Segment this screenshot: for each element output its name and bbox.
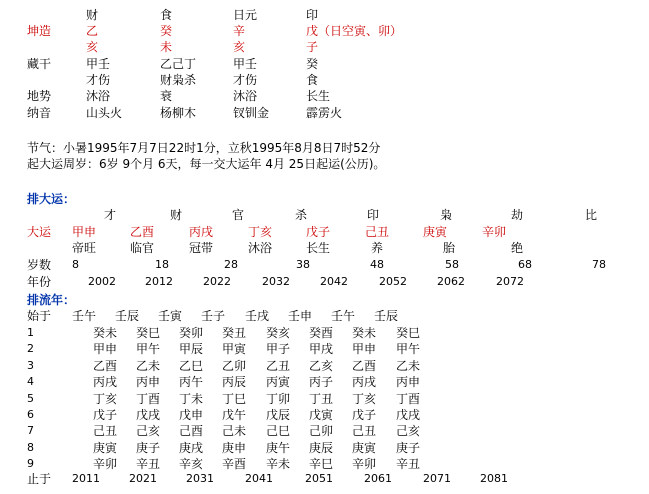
liunian-cell: 丁亥: [93, 392, 118, 406]
shishen-hour: 食: [306, 73, 319, 87]
end-year: 2061: [364, 472, 392, 485]
liunian-cell: 庚申: [222, 441, 247, 455]
zhi-month: 未: [160, 40, 173, 54]
dayun-pillar: 丁亥: [248, 225, 273, 239]
age-label: 岁数: [27, 258, 52, 272]
dayun-state: 沐浴: [248, 241, 273, 255]
end-year: 2051: [305, 472, 333, 485]
liunian-cell: 甲辰: [179, 342, 204, 356]
qiyun-text: 起大运周岁：6岁 9个月 6天，每一交大运年 4月 25日起运(公历)。: [27, 157, 386, 171]
dayun-year: 2062: [437, 275, 465, 288]
liunian-cell: 乙亥: [309, 359, 334, 373]
liunian-cell: 乙卯: [222, 359, 247, 373]
liunian-cell: 庚辰: [309, 441, 334, 455]
dayun-state: 胎: [443, 241, 456, 255]
dayun-pillar: 辛卯: [482, 225, 507, 239]
liunian-row-number: 5: [27, 392, 34, 405]
dishi-hour: 长生: [306, 89, 331, 103]
dayun-shishen: 财: [170, 208, 183, 222]
dayun-year: 2072: [496, 275, 524, 288]
liunian-cell: 丙辰: [222, 375, 247, 389]
dayun-pillar: 庚寅: [423, 225, 448, 239]
gan-month: 癸: [160, 24, 173, 38]
end-year: 2021: [129, 472, 157, 485]
dayun-age: 18: [155, 258, 169, 271]
liunian-cell: 丙申: [396, 375, 421, 389]
liunian-cell: 癸酉: [309, 326, 334, 340]
shishen-day: 才伤: [233, 73, 258, 87]
liunian-cell: 丙戌: [93, 375, 118, 389]
liunian-cell: 己未: [222, 424, 247, 438]
jieqi-text: 节气：小暑1995年7月7日22时1分，立秋1995年8月8日7时52分: [27, 141, 381, 155]
liunian-cell: 己丑: [352, 424, 377, 438]
nayin-hour: 霹雳火: [306, 106, 343, 120]
dayun-pillar: 甲申: [72, 225, 97, 239]
liunian-row-number: 4: [27, 375, 34, 388]
dayun-state: 临官: [130, 241, 155, 255]
start-pillar: 壬午: [331, 309, 356, 323]
dayun-year: 2042: [320, 275, 348, 288]
top-label-cai: 财: [86, 8, 99, 22]
gan-year: 乙: [86, 24, 99, 38]
liunian-row-number: 9: [27, 457, 34, 470]
liunian-cell: 己亥: [136, 424, 161, 438]
liunian-cell: 戊戌: [136, 408, 161, 422]
liunian-cell: 乙未: [396, 359, 421, 373]
dayun-state: 帝旺: [72, 241, 97, 255]
dayun-title: 排大运：: [27, 192, 76, 206]
dayun-state: 绝: [511, 241, 524, 255]
zhi-hour: 子: [306, 40, 319, 54]
dayun-shishen: 比: [585, 208, 598, 222]
end-year: 2011: [72, 472, 100, 485]
liunian-cell: 辛丑: [396, 457, 421, 471]
end-year: 2041: [245, 472, 273, 485]
dayun-shishen: 才: [104, 208, 117, 222]
top-label-shi: 食: [160, 8, 173, 22]
dayun-pillar: 乙酉: [130, 225, 155, 239]
dayun-age: 68: [518, 258, 532, 271]
dayun-year: 2032: [262, 275, 290, 288]
liunian-cell: 己丑: [93, 424, 118, 438]
liunian-cell: 丙寅: [266, 375, 291, 389]
dayun-shishen: 官: [232, 208, 245, 222]
liunian-row-number: 6: [27, 408, 34, 421]
liunian-cell: 乙酉: [93, 359, 118, 373]
liunian-cell: 辛酉: [222, 457, 247, 471]
liunian-cell: 丁巳: [222, 392, 247, 406]
dayun-pillar: 己丑: [365, 225, 390, 239]
start-pillar: 壬戌: [245, 309, 270, 323]
liunian-cell: 己酉: [179, 424, 204, 438]
liunian-cell: 庚寅: [352, 441, 377, 455]
dayun-age: 8: [72, 258, 79, 271]
top-label-riyuan: 日元: [233, 8, 258, 22]
nayin-label: 纳音: [27, 106, 52, 120]
gan-hour: 戊: [306, 24, 319, 38]
liunian-cell: 癸丑: [222, 326, 247, 340]
start-pillar: 壬辰: [374, 309, 399, 323]
liunian-cell: 癸巳: [396, 326, 421, 340]
dayun-pillar: 戊子: [306, 225, 331, 239]
dayun-age: 58: [445, 258, 459, 271]
liunian-cell: 癸未: [352, 326, 377, 340]
liunian-cell: 甲午: [396, 342, 421, 356]
nayin-day: 钗钏金: [233, 106, 270, 120]
canggan-month: 乙己丁: [160, 57, 197, 71]
liunian-cell: 辛丑: [136, 457, 161, 471]
canggan-day: 甲壬: [233, 57, 258, 71]
liunian-cell: 甲寅: [222, 342, 247, 356]
liunian-cell: 丙子: [309, 375, 334, 389]
liunian-cell: 乙丑: [266, 359, 291, 373]
liunian-row-number: 1: [27, 326, 34, 339]
canggan-label: 藏干: [27, 57, 52, 71]
liunian-cell: 戊午: [222, 408, 247, 422]
start-pillar: 壬午: [72, 309, 97, 323]
liunian-cell: 庚戌: [179, 441, 204, 455]
end-year: 2031: [186, 472, 214, 485]
dishi-month: 衰: [160, 89, 173, 103]
dayun-state: 长生: [306, 241, 331, 255]
end-year: 2081: [480, 472, 508, 485]
liunian-cell: 戊寅: [309, 408, 334, 422]
liunian-cell: 丁丑: [309, 392, 334, 406]
liunian-cell: 辛亥: [179, 457, 204, 471]
dayun-pillar: 丙戌: [189, 225, 214, 239]
dayun-state: 冠带: [189, 241, 214, 255]
start-pillar: 壬子: [201, 309, 226, 323]
liunian-cell: 丁卯: [266, 392, 291, 406]
liunian-cell: 己巳: [266, 424, 291, 438]
liunian-row-number: 7: [27, 424, 34, 437]
kong-note: （日空寅、卯）: [318, 24, 403, 38]
nayin-year: 山头火: [86, 106, 123, 120]
liunian-cell: 甲申: [352, 342, 377, 356]
liunian-cell: 癸亥: [266, 326, 291, 340]
liunian-cell: 丁酉: [136, 392, 161, 406]
liunian-cell: 甲午: [136, 342, 161, 356]
liunian-cell: 丙申: [136, 375, 161, 389]
liunian-cell: 癸卯: [179, 326, 204, 340]
dayun-age: 48: [370, 258, 384, 271]
liunian-cell: 乙酉: [352, 359, 377, 373]
liunian-cell: 己卯: [309, 424, 334, 438]
liunian-cell: 辛卯: [93, 457, 118, 471]
liunian-row-number: 3: [27, 359, 34, 372]
end-label: 止于: [27, 472, 52, 486]
liunian-cell: 丁酉: [396, 392, 421, 406]
liunian-cell: 戊子: [352, 408, 377, 422]
dishi-label: 地势: [27, 89, 52, 103]
dayun-year: 2012: [145, 275, 173, 288]
liunian-title: 排流年：: [27, 293, 76, 307]
year-label: 年份: [27, 275, 52, 289]
liunian-cell: 庚午: [266, 441, 291, 455]
dayun-year: 2022: [203, 275, 231, 288]
liunian-cell: 甲戌: [309, 342, 334, 356]
dayun-label: 大运: [27, 225, 52, 239]
dishi-year: 沐浴: [86, 89, 111, 103]
liunian-cell: 乙巳: [179, 359, 204, 373]
kunzao-label: 坤造: [27, 24, 52, 38]
top-label-yin: 印: [306, 8, 319, 22]
liunian-cell: 辛巳: [309, 457, 334, 471]
liunian-row-number: 8: [27, 441, 34, 454]
liunian-cell: 辛卯: [352, 457, 377, 471]
liunian-cell: 戊子: [93, 408, 118, 422]
start-pillar: 壬辰: [115, 309, 140, 323]
shishen-year: 才伤: [86, 73, 111, 87]
canggan-hour: 癸: [306, 57, 319, 71]
liunian-cell: 庚子: [136, 441, 161, 455]
start-pillar: 壬申: [288, 309, 313, 323]
dayun-age: 78: [592, 258, 606, 271]
liunian-cell: 丁未: [179, 392, 204, 406]
dayun-age: 38: [296, 258, 310, 271]
gan-day: 辛: [233, 24, 246, 38]
shishen-month: 财枭杀: [160, 73, 197, 87]
start-pillar: 壬寅: [158, 309, 183, 323]
liunian-cell: 乙未: [136, 359, 161, 373]
liunian-cell: 戊申: [179, 408, 204, 422]
zhi-day: 亥: [233, 40, 246, 54]
dayun-year: 2052: [379, 275, 407, 288]
dayun-age: 28: [224, 258, 238, 271]
liunian-cell: 癸未: [93, 326, 118, 340]
end-year: 2071: [423, 472, 451, 485]
dishi-day: 沐浴: [233, 89, 258, 103]
dayun-year: 2002: [88, 275, 116, 288]
liunian-cell: 戊辰: [266, 408, 291, 422]
liunian-cell: 癸巳: [136, 326, 161, 340]
dayun-shishen: 印: [367, 208, 380, 222]
dayun-shishen: 劫: [511, 208, 524, 222]
liunian-cell: 庚寅: [93, 441, 118, 455]
liunian-cell: 辛未: [266, 457, 291, 471]
dayun-shishen: 枭: [440, 208, 453, 222]
liunian-row-number: 2: [27, 342, 34, 355]
dayun-state: 养: [371, 241, 384, 255]
canggan-year: 甲壬: [86, 57, 111, 71]
liunian-cell: 甲子: [266, 342, 291, 356]
dayun-shishen: 杀: [295, 208, 308, 222]
start-label: 始于: [27, 309, 52, 323]
liunian-cell: 庚子: [396, 441, 421, 455]
liunian-cell: 丁亥: [352, 392, 377, 406]
liunian-cell: 丙戌: [352, 375, 377, 389]
liunian-cell: 甲申: [93, 342, 118, 356]
nayin-month: 杨柳木: [160, 106, 197, 120]
liunian-cell: 己亥: [396, 424, 421, 438]
liunian-cell: 戊戌: [396, 408, 421, 422]
zhi-year: 亥: [86, 40, 99, 54]
liunian-cell: 丙午: [179, 375, 204, 389]
